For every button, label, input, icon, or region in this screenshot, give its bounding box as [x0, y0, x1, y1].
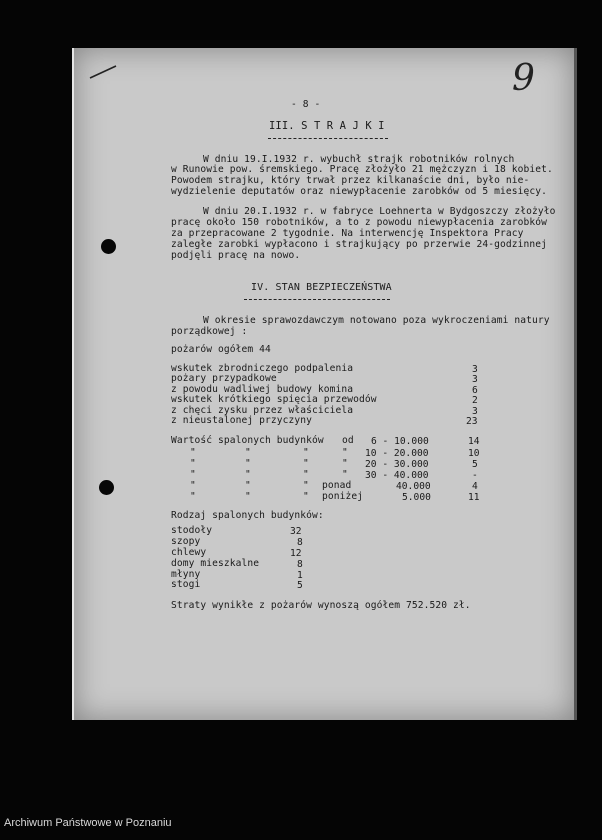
ditto-mark: "	[303, 469, 309, 480]
cause-label: z powodu wadliwej budowy komina	[171, 384, 354, 395]
value-range: 10 - 20.000	[365, 448, 429, 459]
punch-hole-top	[101, 239, 116, 254]
type-value: 12	[290, 548, 302, 559]
ditto-mark: "	[190, 469, 196, 480]
value-range: 6 - 10.000	[371, 436, 429, 447]
archive-footer: Archiwum Państwowe w Poznaniu	[4, 817, 172, 829]
ditto-mark: "	[245, 480, 251, 491]
ditto-mark: "	[245, 491, 251, 502]
ditto-mark: "	[303, 480, 309, 491]
punch-hole-bottom	[99, 480, 114, 495]
value-count: 5	[472, 459, 478, 470]
ditto-mark: "	[342, 447, 348, 458]
para1-line: Powodem strajku, który trwał przez kilkanaście dni, było nie-	[171, 175, 530, 186]
para2-line: W dniu 20.I.1932 r. w fabryce Loehnerta w Bydgoszczy złożyło	[203, 206, 556, 217]
folio-number: 9	[512, 58, 535, 99]
value-count: 14	[468, 436, 480, 447]
section3-title: III. S T R A J K I	[269, 120, 385, 132]
ditto-mark: "	[190, 458, 196, 469]
ditto-mark: "	[342, 469, 348, 480]
para2-line: zaległe zarobki wypłacono i strajkujący po przerwie 24-godzinnej	[171, 239, 548, 250]
cause-value: 3	[472, 406, 478, 417]
type-label: szopy	[171, 536, 201, 547]
ditto-mark: "	[303, 447, 309, 458]
ditto-mark: "	[303, 458, 309, 469]
para1-line: wydzielenie deputatów oraz niewypłacenie zarobków od 5 miesięcy.	[171, 186, 548, 197]
ditto-mark: "	[245, 458, 251, 469]
cause-value: 6	[472, 385, 478, 396]
value-count: 11	[468, 492, 480, 503]
type-value: 8	[297, 559, 303, 570]
value-prefix: ponad	[322, 480, 352, 491]
para2-line: podjęli pracę na nowo.	[171, 250, 301, 261]
section3-underline	[268, 138, 388, 139]
cause-value: 2	[472, 395, 478, 406]
type-label: chlewy	[171, 547, 207, 558]
cause-label: z nieustalonej przyczyny	[171, 415, 313, 426]
type-value: 32	[290, 526, 302, 537]
ditto-mark: "	[245, 447, 251, 458]
para2-line: pracę około 150 robotników, a to z powodu niewypłacenia zarobków	[171, 217, 548, 228]
value-prefix: od	[342, 435, 354, 446]
page-number: - 8 -	[291, 99, 321, 110]
intro-line: W okresie sprawozdawczym notowano poza wykroczeniami natury	[203, 315, 550, 326]
cause-label: z chęci zysku przez właściciela	[171, 405, 354, 416]
intro-line: porządkowej :	[171, 326, 248, 337]
type-value: 1	[297, 570, 303, 581]
ditto-mark: "	[190, 480, 196, 491]
ditto-mark: "	[190, 447, 196, 458]
ditto-mark: "	[245, 469, 251, 480]
losses-line: Straty wynikłe z pożarów wynoszą ogółem 752.520 zł.	[171, 600, 471, 611]
type-label: stodoły	[171, 525, 213, 536]
cause-label: wskutek krótkiego spięcia przewodów	[171, 394, 377, 405]
para2-line: za przepracowane 2 tygodnie. Na interwencję Inspektora Pracy	[171, 228, 524, 239]
type-value: 8	[297, 537, 303, 548]
para1-line: w Runowie pow. śremskiego. Pracę złożyło 21 mężczyzn i 18 kobiet.	[171, 164, 553, 175]
para1-line: W dniu 19.I.1932 r. wybuchł strajk robotników rolnych	[203, 154, 515, 165]
cause-value: 23	[466, 416, 478, 427]
section4-title: IV. STAN BEZPIECZEŃSTWA	[251, 282, 392, 293]
cause-value: 3	[472, 374, 478, 385]
value-heading: Wartość spalonych budynków	[171, 435, 324, 446]
type-value: 5	[297, 580, 303, 591]
types-heading: Rodzaj spalonych budynków:	[171, 510, 324, 521]
pencil-mark	[88, 62, 120, 82]
value-range: 30 - 40.000	[365, 470, 429, 481]
section4-underline	[244, 299, 390, 300]
value-count: -	[472, 470, 478, 481]
value-count: 4	[472, 481, 478, 492]
cause-label: wskutek zbrodniczego podpalenia	[171, 363, 354, 374]
value-range: 40.000	[396, 481, 431, 492]
type-label: stogi	[171, 579, 201, 590]
cause-label: pożary przypadkowe	[171, 373, 277, 384]
value-count: 10	[468, 448, 480, 459]
type-label: młyny	[171, 569, 201, 580]
ditto-mark: "	[303, 491, 309, 502]
type-label: domy mieszkalne	[171, 558, 260, 569]
ditto-mark: "	[342, 458, 348, 469]
value-range: 5.000	[402, 492, 431, 503]
ditto-mark: "	[190, 491, 196, 502]
value-prefix: poniżej	[322, 491, 364, 502]
cause-value: 3	[472, 364, 478, 375]
fires-total: pożarów ogółem 44	[171, 344, 271, 355]
value-range: 20 - 30.000	[365, 459, 429, 470]
